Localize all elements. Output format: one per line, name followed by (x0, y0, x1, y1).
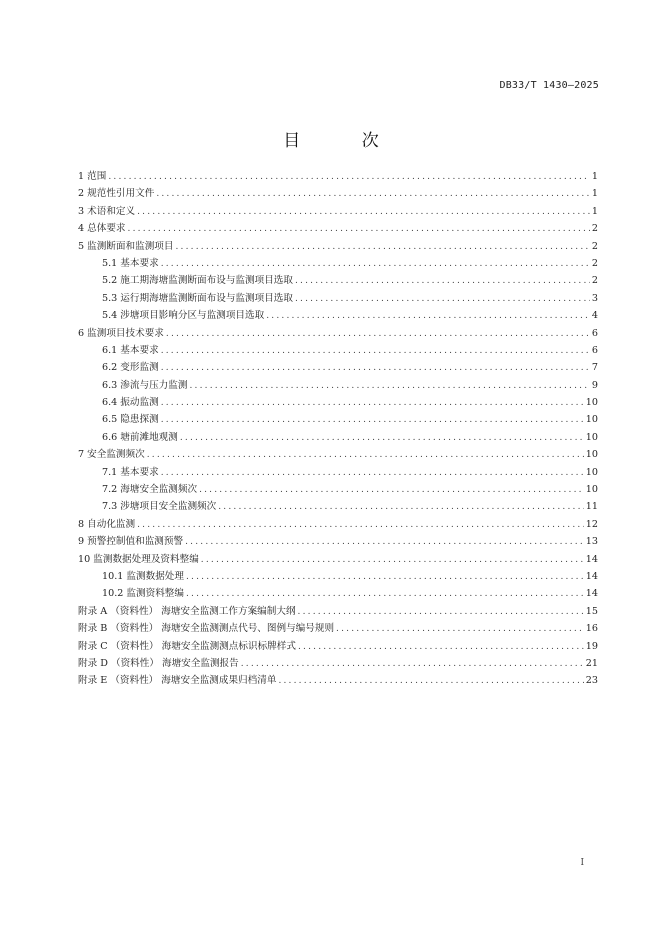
toc-entry-page: 2 (591, 275, 598, 287)
toc-leader-dots (295, 291, 590, 308)
toc-entry[interactable] (78, 168, 598, 185)
toc-entry-label: 2 规范性引用文件 (78, 188, 155, 200)
toc-entry-label: 5.3 运行期海塘监测断面布设与监测项目选取 (102, 292, 293, 304)
toc-entry-label: 7.2 海塘安全监测频次 (102, 484, 198, 496)
toc-leader-dots (108, 169, 590, 186)
toc-entry-page: 1 (591, 171, 598, 182)
toc-entry[interactable] (78, 238, 598, 255)
toc-entry[interactable] (78, 446, 598, 463)
toc-entry-label: 1 范围 (78, 171, 107, 182)
toc-entry[interactable] (78, 464, 598, 481)
toc-leader-dots (161, 343, 590, 360)
toc-entry-page: 10 (585, 431, 598, 443)
toc-entry-page: 9 (591, 379, 598, 391)
page-title: 目 次 (283, 131, 407, 151)
toc-entry[interactable] (78, 272, 598, 289)
toc-leader-dots (186, 586, 584, 603)
toc-leader-dots (161, 412, 584, 429)
toc-leader-dots (161, 465, 584, 482)
toc-leader-dots (166, 326, 590, 343)
toc-entry-page: 2 (591, 240, 598, 252)
toc-leader-dots (199, 482, 584, 499)
toc-entry-page: 23 (585, 675, 598, 687)
toc-entry-page: 12 (585, 518, 598, 530)
toc-entry-label: 6 监测项目技术要求 (78, 327, 164, 339)
toc-entry[interactable] (78, 481, 598, 498)
toc-entry-page: 14 (585, 588, 598, 600)
toc-entry-page: 2 (591, 257, 598, 269)
toc-entry-label: 附录 C （资料性） 海塘安全监测测点标识标牌样式 (78, 640, 296, 652)
toc-entry-label: 5.2 施工期海塘监测断面布设与监测项目选取 (102, 275, 293, 287)
toc-leader-dots (278, 673, 583, 690)
toc-leader-dots (201, 552, 584, 569)
toc-entry-label: 3 术语和定义 (78, 205, 136, 217)
toc-entry[interactable] (78, 203, 598, 220)
toc-entry-label: 7.3 涉塘项目安全监测频次 (102, 501, 217, 513)
toc-entry-label: 6.4 振动监测 (102, 397, 159, 409)
toc-leader-dots (186, 569, 584, 586)
toc-entry-label: 6.5 隐患探测 (102, 414, 159, 426)
toc-entry-page: 16 (585, 623, 598, 635)
toc-entry-label: 附录 E （资料性） 海塘安全监测成果归档清单 (78, 675, 277, 687)
toc-entry-page: 11 (585, 501, 598, 513)
toc-entry[interactable] (78, 255, 598, 272)
toc-leader-dots (241, 656, 584, 673)
toc-entry-label: 6.1 基本要求 (102, 344, 159, 356)
toc-leader-dots (137, 204, 590, 221)
toc-leader-dots (176, 239, 590, 256)
toc-entry[interactable] (78, 551, 598, 568)
toc-entry-page: 10 (585, 484, 598, 496)
toc-leader-dots (137, 517, 584, 534)
toc-entry-label: 5 监测断面和监测项目 (78, 240, 174, 252)
toc-leader-dots (180, 430, 584, 447)
toc-entry[interactable] (78, 603, 598, 620)
toc-entry[interactable] (78, 307, 598, 324)
toc-entry-label: 附录 B （资料性） 海塘安全监测测点代号、图例与编号规则 (78, 623, 335, 635)
toc-leader-dots (147, 447, 584, 464)
document-code: DB33/T 1430—2025 (499, 80, 599, 91)
toc-entry-page: 14 (585, 570, 598, 582)
toc-entry[interactable] (78, 585, 598, 602)
toc-entry-page: 21 (585, 657, 598, 669)
toc-entry[interactable] (78, 377, 598, 394)
toc-entry-label: 10 监测数据处理及资料整编 (78, 553, 199, 565)
toc-entry[interactable] (78, 325, 598, 342)
toc-entry[interactable] (78, 533, 598, 550)
toc-entry-page: 2 (591, 223, 598, 235)
toc-entry-page: 10 (585, 397, 598, 409)
toc-entry-label: 7 安全监测频次 (78, 449, 145, 461)
toc-entry[interactable] (78, 290, 598, 307)
toc-entry-label: 6.3 渗流与压力监测 (102, 379, 188, 391)
toc-entry-page: 1 (591, 188, 598, 200)
toc-entry[interactable] (78, 498, 598, 515)
toc-entry[interactable] (78, 655, 598, 672)
toc-leader-dots (298, 604, 584, 621)
toc-entry-label: 10.1 监测数据处理 (102, 570, 184, 582)
toc-leader-dots (336, 621, 584, 638)
toc-entry-page: 13 (585, 536, 598, 548)
toc-entry-page: 15 (585, 605, 598, 617)
toc-entry-page: 14 (585, 553, 598, 565)
toc-entry-page: 6 (591, 327, 598, 339)
toc-leader-dots (128, 221, 590, 238)
table-of-contents (78, 168, 598, 690)
toc-entry[interactable] (78, 394, 598, 411)
toc-entry[interactable] (78, 568, 598, 585)
toc-entry-page: 10 (585, 449, 598, 461)
toc-entry[interactable] (78, 185, 598, 202)
toc-entry-page: 10 (585, 466, 598, 478)
toc-leader-dots (161, 256, 590, 273)
toc-entry-label: 7.1 基本要求 (102, 466, 159, 478)
toc-entry-label: 5.1 基本要求 (102, 257, 159, 269)
toc-entry-page: 7 (591, 362, 598, 374)
toc-leader-dots (189, 378, 589, 395)
toc-entry-label: 附录 D （资料性） 海塘安全监测报告 (78, 657, 239, 669)
toc-leader-dots (185, 534, 584, 551)
toc-entry-page: 6 (591, 344, 598, 356)
toc-entry-page: 1 (591, 205, 598, 217)
toc-entry[interactable] (78, 220, 598, 237)
toc-entry-label: 9 预警控制值和监测预警 (78, 536, 184, 548)
toc-entry-label: 4 总体要求 (78, 223, 126, 235)
toc-leader-dots (266, 308, 590, 325)
toc-leader-dots (161, 395, 584, 412)
toc-entry-label: 附录 A （资料性） 海塘安全监测工作方案编制大纲 (78, 605, 296, 617)
toc-leader-dots (161, 360, 590, 377)
toc-leader-dots (298, 639, 584, 656)
toc-entry-page: 3 (591, 292, 598, 304)
toc-entry[interactable] (78, 620, 598, 637)
toc-entry-label: 10.2 监测资料整编 (102, 588, 184, 600)
toc-entry-page: 19 (585, 640, 598, 652)
toc-entry[interactable] (78, 516, 598, 533)
toc-leader-dots (295, 273, 590, 290)
toc-entry-page: 4 (591, 310, 598, 322)
toc-entry-label: 5.4 涉塘项目影响分区与监测项目选取 (102, 310, 265, 322)
toc-entry[interactable] (78, 672, 598, 689)
toc-entry-page: 10 (585, 414, 598, 426)
page-number: I (580, 858, 584, 868)
toc-leader-dots (156, 186, 590, 203)
toc-entry[interactable] (78, 342, 598, 359)
toc-entry-label: 6.2 变形监测 (102, 362, 159, 374)
toc-entry-label: 8 自动化监测 (78, 518, 136, 530)
toc-entry-label: 6.6 塘前滩地观测 (102, 431, 178, 443)
toc-entry[interactable] (78, 411, 598, 428)
toc-entry[interactable] (78, 429, 598, 446)
toc-leader-dots (218, 499, 584, 516)
toc-entry[interactable] (78, 638, 598, 655)
toc-entry[interactable] (78, 359, 598, 376)
